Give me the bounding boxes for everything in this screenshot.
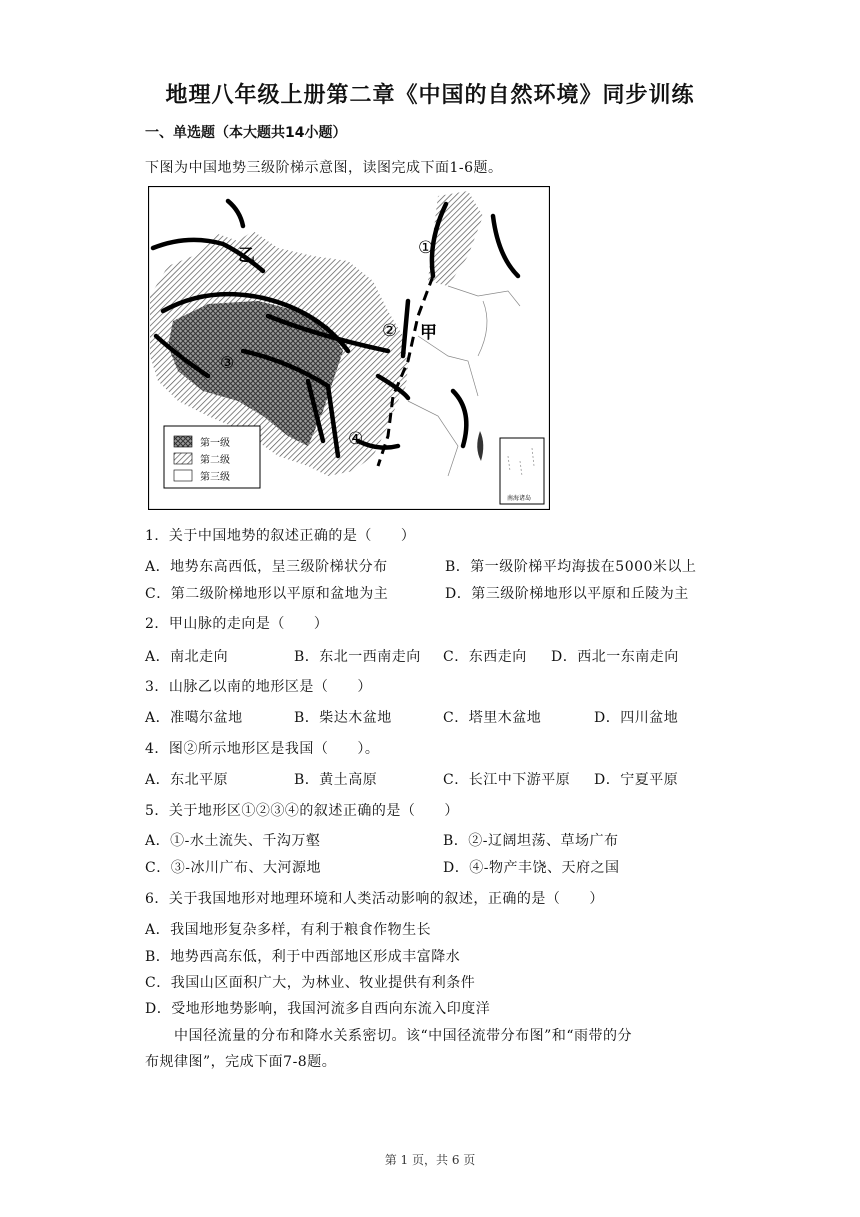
legend-first: 第一级 — [200, 438, 230, 449]
map-legend — [164, 426, 260, 488]
question-1: 1．关于中国地势的叙述正确的是（ ） — [145, 528, 416, 544]
inset-label: 南海诸岛 — [507, 495, 532, 502]
label-jia: 甲 — [420, 323, 437, 343]
q5-option-d: D．④-物产丰饶、天府之国 — [443, 860, 620, 876]
label-2: ② — [382, 321, 398, 341]
label-1: ① — [418, 238, 434, 258]
intro-text-2: 中国径流量的分布和降水关系密切。该“中国径流带分布图”和“雨带的分 — [145, 1028, 632, 1044]
intro-text-2b: 布规律图”，完成下面7-8题。 — [145, 1054, 337, 1070]
q2-option-d: D．西北一东南走向 — [551, 649, 679, 665]
question-5: 5．关于地形区①②③④的叙述正确的是（ ） — [145, 803, 459, 819]
q2-option-a: A．南北走向 — [145, 649, 229, 665]
q4-option-a: A．东北平原 — [145, 772, 229, 788]
q6-option-a: A．我国地形复杂多样，有利于粮食作物生长 — [145, 922, 432, 938]
q2-option-b: B．东北一西南走向 — [294, 649, 421, 665]
question-3: 3．山脉乙以南的地形区是（ ） — [145, 679, 372, 695]
question-4: 4．图②所示地形区是我国（ ）。 — [145, 741, 380, 757]
q1-option-c: C．第二级阶梯地形以平原和盆地为主 — [145, 586, 389, 602]
q5-option-a: A．①-水土流失、千沟万壑 — [145, 833, 321, 849]
intro-text: 下图为中国地势三级阶梯示意图，读图完成下面1-6题。 — [145, 160, 503, 176]
q6-option-b: B．地势西高东低，利于中西部地区形成丰富降水 — [145, 949, 461, 965]
q1-option-d: D．第三级阶梯地形以平原和丘陵为主 — [445, 586, 689, 602]
label-yi: 乙 — [238, 246, 255, 266]
q4-option-c: C．长江中下游平原 — [443, 772, 571, 788]
q3-option-b: B．柴达木盆地 — [294, 710, 392, 726]
q2-option-c: C．东西走向 — [443, 649, 527, 665]
q6-option-c: C．我国山区面积广大，为林业、牧业提供有利条件 — [145, 975, 476, 991]
legend-third: 第三级 — [200, 472, 230, 483]
label-4: ④ — [348, 429, 364, 449]
question-2: 2．甲山脉的走向是（ ） — [145, 616, 329, 632]
china-terrain-map — [148, 186, 550, 510]
q3-option-c: C．塔里木盆地 — [443, 710, 542, 726]
q1-option-b: B．第一级阶梯平均海拔在5000米以上 — [445, 559, 697, 575]
q4-option-d: D．宁夏平原 — [594, 772, 679, 788]
q1-option-a: A．地势东高西低，呈三级阶梯状分布 — [145, 559, 388, 575]
q3-option-d: D．四川盆地 — [594, 710, 679, 726]
south-china-sea-inset — [500, 438, 544, 504]
page-title: 地理八年级上册第二章《中国的自然环境》同步训练 — [165, 83, 695, 108]
legend-second: 第二级 — [200, 455, 230, 466]
q4-option-b: B．黄土高原 — [294, 772, 378, 788]
label-3: ③ — [220, 353, 235, 372]
q5-option-b: B．②-辽阔坦荡、草场广布 — [443, 833, 619, 849]
question-6: 6．关于我国地形对地理环境和人类活动影响的叙述，正确的是（ ） — [145, 891, 604, 907]
q6-option-d: D．受地形地势影响，我国河流多自西向东流入印度洋 — [145, 1001, 491, 1017]
q3-option-a: A．准噶尔盆地 — [145, 710, 243, 726]
q5-option-c: C．③-冰川广布、大河源地 — [145, 860, 321, 876]
section-heading: 一、单选题（本大题共14小题） — [145, 125, 347, 141]
page-footer: 第 1 页，共 6 页 — [384, 1153, 476, 1167]
